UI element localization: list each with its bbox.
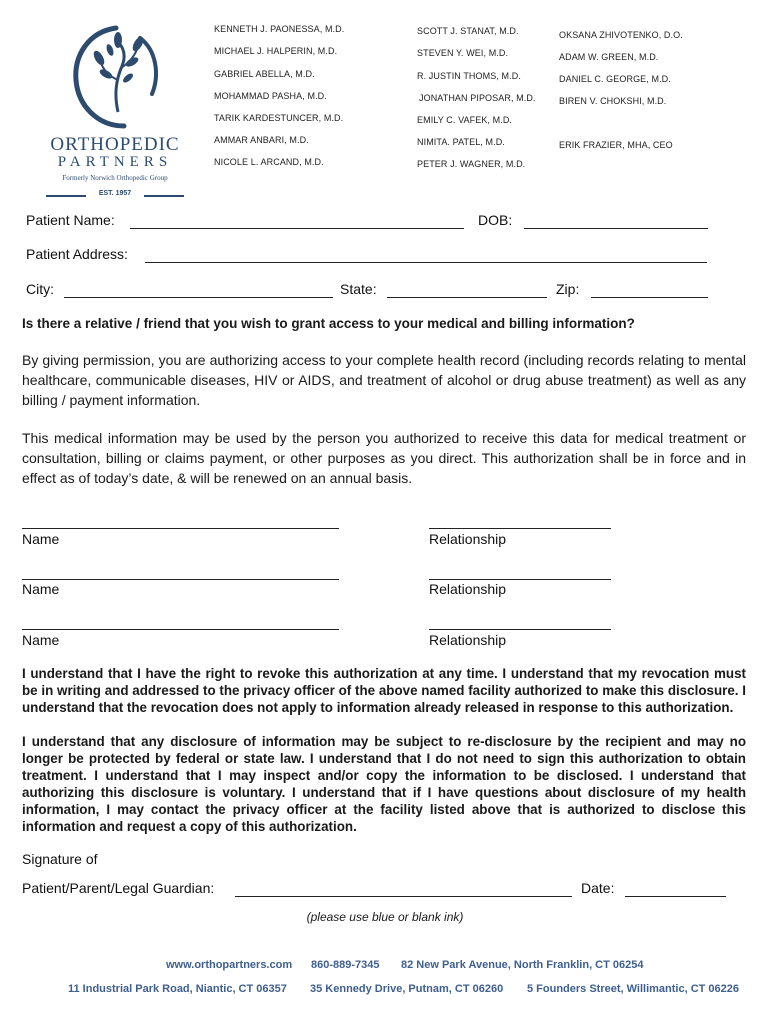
- doctor-name: NIMITA. PATEL, M.D.: [417, 137, 505, 147]
- patient-name-field[interactable]: [130, 228, 464, 229]
- divider: [144, 195, 184, 197]
- logo-wordmark-2: PARTNERS: [57, 154, 173, 170]
- doctor-name: AMMAR ANBARI, M.D.: [214, 135, 309, 145]
- city-label: City:: [26, 281, 54, 297]
- access-question: Is there a relative / friend that you wish to grant access to your medical and billing information?: [22, 316, 635, 331]
- doctor-name: OKSANA ZHIVOTENKO, D.O.: [559, 30, 683, 40]
- doctor-name: BIREN V. CHOKSHI, M.D.: [559, 96, 667, 106]
- doctor-name: TARIK KARDESTUNCER, M.D.: [214, 113, 344, 123]
- address-north-franklin: 82 New Park Avenue, North Franklin, CT 06254: [401, 959, 644, 971]
- guardian-label: Patient/Parent/Legal Guardian:: [22, 880, 215, 896]
- doctor-name: KENNETH J. PAONESSA, M.D.: [214, 24, 345, 34]
- relationship-field-1[interactable]: [429, 528, 611, 529]
- authorized-name-field-3[interactable]: [22, 629, 339, 630]
- relationship-label: Relationship: [429, 581, 507, 597]
- doctor-name: STEVEN Y. WEI, M.D.: [417, 48, 509, 58]
- logo-established: [40, 190, 190, 202]
- est-year: EST. 1957: [98, 190, 132, 197]
- state-label: State:: [340, 281, 377, 297]
- zip-field[interactable]: [591, 297, 708, 298]
- doctor-name: NICOLE L. ARCAND, M.D.: [214, 157, 324, 167]
- patient-name-label: Patient Name:: [26, 212, 115, 228]
- doctor-name: GABRIEL ABELLA, M.D.: [214, 69, 315, 79]
- authorized-name-field-2[interactable]: [22, 579, 339, 580]
- state-field[interactable]: [387, 297, 547, 298]
- doctor-name: ERIK FRAZIER, MHA, CEO: [559, 140, 673, 150]
- name-label: Name: [22, 632, 60, 648]
- signature-field[interactable]: [235, 896, 572, 897]
- usage-paragraph: This medical information may be used by the person you authorized to receive this data for medical treatment or consultation, billing or claims payment, or other purposes as you direct. This authorization shall be in force and in effect as of today’s date, & will be renewed on an annual basis.: [22, 430, 746, 486]
- revocation-paragraph: I understand that I have the right to revoke this authorization at any time. I understand that my revocation must be in writing and addressed to the privacy officer of the above named facility authorized to make this disclosure. I understand that the revocation does not apply to information already released in response to this authorization.: [22, 666, 746, 715]
- relationship-label: Relationship: [429, 531, 507, 547]
- doctor-name: EMILY C. VAFEK, M.D.: [417, 115, 513, 125]
- relationship-label: Relationship: [429, 632, 507, 648]
- website-link[interactable]: www.orthopartners.com: [166, 959, 293, 971]
- doctor-name: R. JUSTIN THOMS, M.D.: [417, 71, 521, 81]
- relationship-field-3[interactable]: [429, 629, 611, 630]
- patient-address-field[interactable]: [145, 262, 707, 263]
- doctor-name: ADAM W. GREEN, M.D.: [559, 52, 659, 62]
- date-label: Date:: [581, 880, 615, 896]
- authorized-name-field-1[interactable]: [22, 528, 339, 529]
- zip-label: Zip:: [556, 281, 580, 297]
- address-niantic: 11 Industrial Park Road, Niantic, CT 06357: [68, 983, 287, 995]
- address-willimantic: 5 Founders Street, Willimantic, CT 06226: [527, 983, 740, 995]
- doctor-name: MOHAMMAD PASHA, M.D.: [214, 91, 327, 101]
- doctor-name: SCOTT J. STANAT, M.D.: [417, 26, 519, 36]
- doctor-name: JONATHAN PIPOSAR, M.D.: [419, 93, 536, 103]
- permission-paragraph: By giving permission, you are authorizing access to your complete health record (including records relating to mental healthcare, communicable diseases, HIV or AIDS, and treatment of alcohol or drug abuse treatment) as well as any billing / payment information.: [22, 352, 746, 408]
- phone-number: 860-889-7345: [311, 959, 380, 971]
- logo-tagline: Formerly Norwich Orthopedic Group: [62, 174, 168, 182]
- relationship-field-2[interactable]: [429, 579, 611, 580]
- city-field[interactable]: [64, 297, 333, 298]
- address-putnam: 35 Kennedy Drive, Putnam, CT 06260: [310, 983, 504, 995]
- doctor-name: DANIEL C. GEORGE, M.D.: [559, 74, 671, 84]
- tree-logo-icon: [66, 22, 166, 130]
- dob-field[interactable]: [524, 228, 708, 229]
- patient-address-label: Patient Address:: [26, 246, 128, 262]
- name-label: Name: [22, 581, 60, 597]
- disclosure-paragraph: I understand that any disclosure of information may be subject to re-disclosure by the recipient and may no longer be protected by federal or state law. I understand that I do not need to sign this authorization to obtain treatment. I understand that I may inspect and/or copy the information to be disclosed. I understand that authorizing this disclosure is voluntary. I understand that if I have questions about disclosure of my health information, I may contact the privacy officer at the facility listed above that is authorized to disclose this information and request a copy of this authorization.: [22, 734, 746, 834]
- dob-label: DOB:: [478, 212, 513, 228]
- date-field[interactable]: [625, 896, 726, 897]
- practice-logo: [40, 22, 190, 202]
- name-label: Name: [22, 531, 60, 547]
- ink-note: (please use blue or blank ink): [306, 910, 464, 924]
- doctor-name: MICHAEL J. HALPERIN, M.D.: [214, 46, 338, 56]
- logo-wordmark: ORTHOPEDIC: [50, 134, 180, 155]
- doctor-name: PETER J. WAGNER, M.D.: [417, 159, 526, 169]
- signature-of-label: Signature of: [22, 851, 98, 867]
